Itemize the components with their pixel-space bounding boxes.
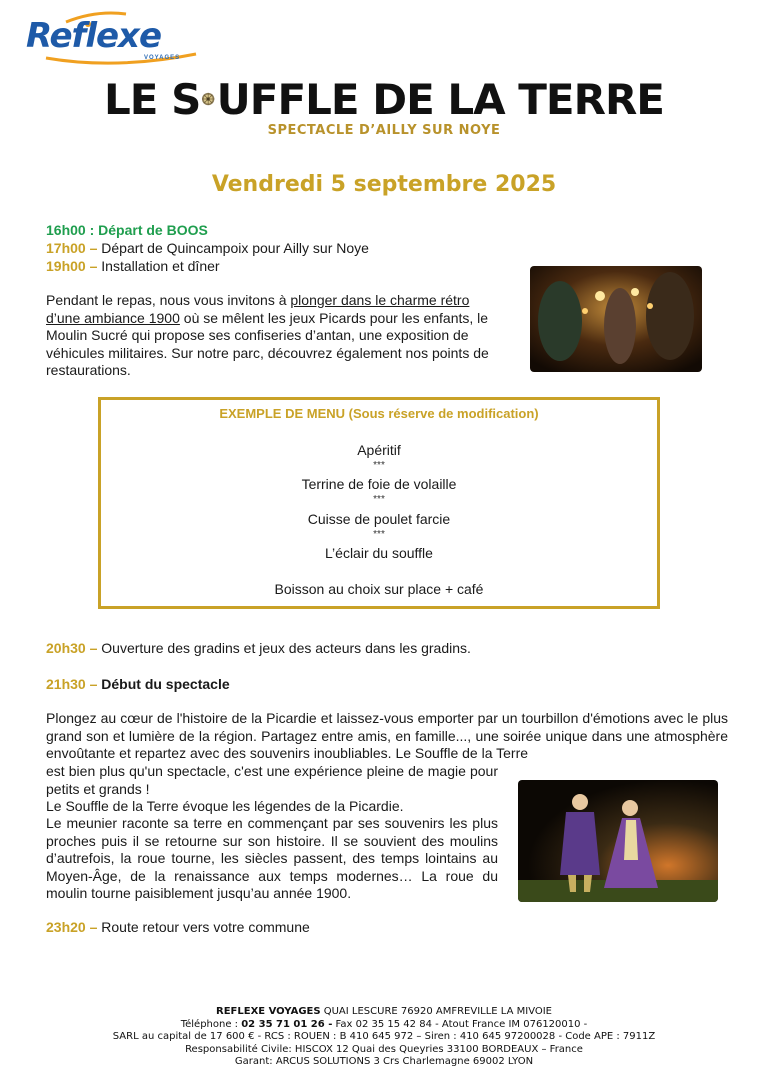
footer-line-guarantor: Garant: ARCUS SOLUTIONS 3 Crs Charlemagne 69002 LYON (234, 1056, 534, 1067)
intro-text-start: Pendant le repas, nous vous invitons à (46, 292, 291, 308)
intro-text-underlined: plonger dans le charme rétro d’une ambiance 1900 (46, 292, 470, 326)
title-part-1: LE S (104, 74, 201, 124)
mill-wheel-icon (201, 77, 215, 121)
footer-line-address (0, 1006, 768, 1019)
menu-item: Apéritif (357, 442, 401, 458)
footer-company-name: REFLEXE VOYAGES (216, 1006, 321, 1017)
menu-box (98, 397, 660, 609)
menu-item: L’éclair du souffle (325, 545, 433, 561)
title-part-2: UFFLE DE LA TERRE (216, 74, 664, 124)
schedule-item-departure-boos (46, 222, 208, 238)
schedule-item-dinner (46, 258, 220, 274)
schedule-time: 23h20 – (46, 919, 98, 935)
footer-phone-number: 02 35 71 01 26 - (241, 1018, 333, 1030)
menu-separator: *** (373, 494, 385, 505)
schedule-time: 16h00 : Départ de BOOS (46, 222, 208, 238)
menu-title: EXEMPLE DE MENU (Sous réserve de modification) (219, 406, 539, 421)
dinner-photo (530, 266, 702, 372)
footer-phone-label: Téléphone : (180, 1018, 242, 1030)
description-paragraph-3: Le Souffle de la Terre évoque les légendes de la Picardie. (46, 798, 404, 814)
footer (0, 1006, 768, 1069)
schedule-item-quincampoix (46, 240, 369, 256)
footer-line-company-info: SARL au capital de 17 600 € - RCS : ROUEN : B 410 645 972 – Siren : 410 645 97200028 - Code APE : 7911Z (112, 1031, 656, 1042)
footer-line-insurance: Responsabilité Civile: HISCOX 12 Quai des Queyries 33100 BORDEAUX – France (185, 1043, 583, 1055)
schedule-time: 19h00 – (46, 258, 98, 274)
footer-address: QUAI LESCURE 76920 AMFREVILLE LA MIVOIE (320, 1006, 552, 1017)
schedule-time: 17h00 – (46, 240, 98, 256)
schedule-text: Ouverture des gradins et jeux des acteurs dans les gradins. (97, 640, 471, 656)
schedule-time: 20h30 – (46, 640, 98, 656)
event-date: Vendredi 5 septembre 2025 (211, 172, 557, 197)
description-paragraph-1: Plongez au cœur de l'histoire de la Picardie et laissez-vous emporter par un tourbillon d'émotions avec le plus grand son et lumière de la région. Partagez entre amis, en famille..., une soirée unique dans une atmosphère envoûtante et repartez avec des souvenirs inoubliables. Le Souffle de la Terre (46, 710, 728, 761)
intro-paragraph (46, 292, 501, 380)
description-paragraph-2: est bien plus qu'un spectacle, c'est une expérience pleine de magie pour petits et grands ! (46, 763, 498, 797)
reflexe-logo (26, 8, 206, 68)
show-photo (518, 780, 718, 902)
description-paragraph-4: Le meunier raconte sa terre en commençant par ses souvenirs les plus proches puis il se retourne sur son histoire. Il se souvient des moulins d’autrefois, la roue tourne, les siècles passent, des temps lointains au Moyen-Âge, de la renaissance aux temps modernes… La roue du moulin tourne paisiblement jusqu’au année 1900. (46, 815, 498, 901)
menu-separator: *** (373, 460, 385, 471)
schedule-text: Installation et dîner (97, 258, 220, 274)
page-subtitle: SPECTACLE D’AILLY SUR NOYE (267, 123, 501, 138)
footer-line-phone (0, 1019, 768, 1032)
intro-text-end: où se mêlent les jeux Picards pour les enfants, le Moulin Sucré qui propose ses confiseries d’antan, une exposition de véhicules militaires. Sur notre parc, découvrez également nos points de restaurations. (46, 309, 489, 378)
menu-item: Cuisse de poulet farcie (307, 511, 451, 527)
page-title (104, 74, 664, 124)
schedule-item-bleachers (46, 640, 471, 656)
footer-fax: Fax 02 35 15 42 84 - Atout France IM 076120010 - (332, 1018, 588, 1030)
schedule-text: Route retour vers votre commune (97, 919, 310, 935)
menu-drink: Boisson au choix sur place + café (274, 581, 484, 597)
schedule-item-show-start (46, 676, 230, 692)
schedule-text: Début du spectacle (97, 676, 230, 692)
schedule-time: 21h30 – (46, 676, 98, 692)
schedule-item-return (46, 919, 310, 935)
menu-separator: *** (373, 529, 385, 540)
schedule-text: Départ de Quincampoix pour Ailly sur Noye (97, 240, 369, 256)
logo-subtext: VOYAGES (144, 55, 181, 61)
logo-text: Reflexe (26, 16, 162, 56)
menu-item: Terrine de foie de volaille (301, 476, 457, 492)
